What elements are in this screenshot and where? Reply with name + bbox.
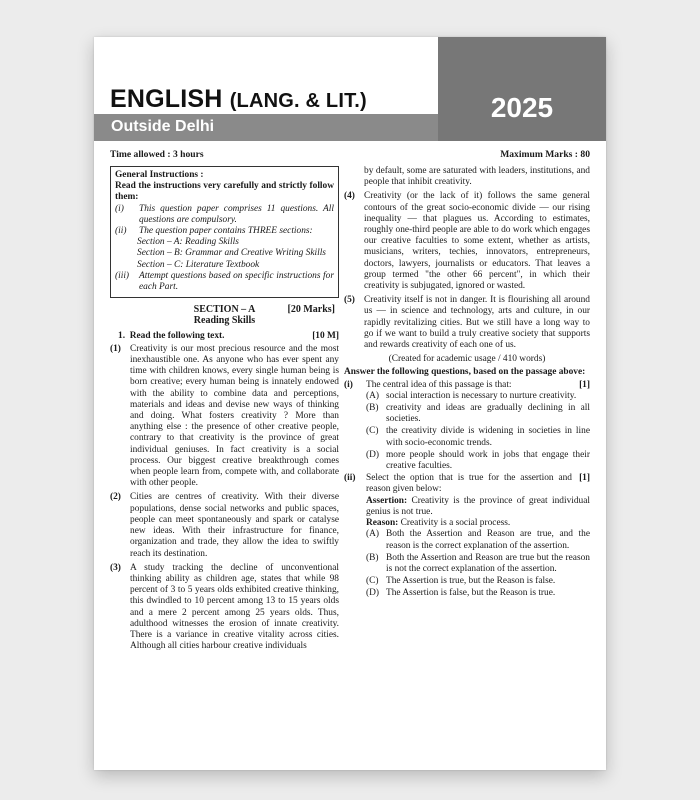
year-label: 2025 bbox=[490, 92, 554, 123]
question-marks: [1] bbox=[579, 473, 590, 484]
exam-meta bbox=[110, 149, 590, 160]
question-i: (i) The central idea of this passage is that: [1] bbox=[344, 379, 590, 390]
title-main: ENGLISH bbox=[110, 85, 223, 113]
reason: Reason: Creativity is a social process. bbox=[366, 518, 511, 529]
passage-paragraph: by default, some are saturated with leaders, institutions, and people that inhibit creativity. bbox=[364, 166, 590, 188]
answer-option: (A) social interaction is necessary to nurture creativity. bbox=[366, 390, 577, 401]
answer-option: (C) the creativity divide is widening in societies in line with socio-economic trends. bbox=[366, 426, 590, 448]
year-block bbox=[438, 37, 606, 141]
passage-paragraph: (4) Creativity (or the lack of it) follows the same general contours of the great socio-economic divide — our rising inequality — that plagues us. According to estimates, roughly one-third people are able to do work which engages our creative faculties to some extent, whether as artists, musicians, writers, techies, innovators, entrepreneurs, doctors, lawyers, journalists or educators. That leaves a group termed "the other 66 percent", in which their creativity is subjugated, ignored or wasted. bbox=[344, 191, 590, 292]
question-marks: [1] bbox=[579, 379, 590, 390]
page-subtitle: Outside Delhi bbox=[111, 118, 215, 135]
section-title: SECTION – A [20 Marks] bbox=[193, 304, 335, 316]
answer-option: (D) more people should work in jobs that engage their creative faculties. bbox=[366, 449, 590, 472]
left-column bbox=[110, 166, 339, 655]
answer-option: (D) The Assertion is false, but the Reason is true. bbox=[366, 588, 556, 599]
answer-option: (B) Both the Assertion and Reason are true but the reason is not the correct explanation of the assertion. bbox=[366, 552, 590, 574]
section-list-item: Section – A: Reading Skills bbox=[137, 237, 239, 248]
section-marks: [20 Marks] bbox=[287, 304, 335, 316]
instructions-intro: Read the instructions very carefully and strictly follow them: bbox=[115, 181, 334, 203]
instructions-heading: General Instructions : bbox=[115, 170, 204, 180]
instruction-item: (iii) Attempt questions based on specific instructions for each Part. bbox=[115, 270, 334, 293]
instruction-item: (ii) The question paper contains THREE sections: bbox=[115, 226, 313, 237]
question-1: 1. Read the following text. [10 M] bbox=[118, 330, 339, 341]
instruction-item: (i) This question paper comprises 11 questions. All questions are compulsory. bbox=[115, 203, 334, 225]
answer-option: (C) The Assertion is true, but the Reason is false. bbox=[366, 576, 556, 587]
passage-source: (Created for academic usage / 410 words) bbox=[388, 354, 546, 365]
section-list-item: Section – B: Grammar and Creative Writing Skills bbox=[137, 248, 326, 259]
section-subtitle: Reading Skills bbox=[193, 315, 256, 327]
instructions-box bbox=[110, 166, 339, 298]
assertion: Assertion: Creativity is the province of great individual genius is not true. bbox=[366, 495, 590, 517]
right-column bbox=[344, 166, 590, 601]
max-marks: Maximum Marks : 80 bbox=[500, 149, 590, 160]
question-marks: [10 M] bbox=[312, 330, 339, 341]
passage-paragraph: (2) Cities are centres of creativity. With their diverse populations, dense social networks and public spaces, people can meet spontaneously and spark or catalyse new ideas. With their infrastructure for finance, organization and trade, they allow the idea to swiftly reach its destination. bbox=[110, 492, 339, 559]
answer-option: (B) creativity and ideas are gradually declining in all societies. bbox=[366, 403, 590, 425]
time-allowed: Time allowed : 3 hours bbox=[110, 149, 204, 160]
page-title bbox=[110, 84, 367, 116]
passage-paragraph: (1) Creativity is our most precious resource and the most inexhaustible one. As anyone who has ever spent any time with children knows, every single human being is born creative; every human being is innately endowed with the ability to combine data and perceptions, materials and ideas and devise new ways of thinking and doing. What fosters creativity ? More than anything else : the presence of other creative people, contrary to that creativity is the province of great individual geniuses. In fact creativity is a social process. Our biggest creative breakthrough comes when people learn from, compete with, and collaborate with other people. bbox=[110, 343, 339, 489]
question-ii: (ii) Select the option that is true for the assertion and reason given below: [1] bbox=[344, 473, 590, 495]
passage-paragraph: (3) A study tracking the decline of unconventional thinking ability as children age, states that while 98 percent of 3 to 5 years olds exhibited creative thinking, this dwindled to 10 percent among 13 to 15 years olds and a mere 2 percent among 25 years olds. Thus, adulthood witnesses the erosion of innate creativity. There is a variance in creative vitality across cities. Although all cities harbour creative individuals bbox=[110, 562, 339, 652]
section-list-item: Section – C: Literature Textbook bbox=[137, 259, 260, 270]
questions-heading: Answer the following questions, based on the passage above: bbox=[344, 367, 586, 378]
book-page bbox=[94, 37, 606, 770]
title-lang: (LANG. & LIT.) bbox=[229, 90, 367, 112]
answer-option: (A) Both the Assertion and Reason are true, and the reason is the correct explanation of the assertion. bbox=[366, 529, 590, 551]
passage-paragraph: (5) Creativity itself is not in danger. It is flourishing all around us — in science and technology, arts and culture, in our rapidly revitalizing cities. But we still have a long way to go if we want to build a truly creative society that supports and rewards creativity of each one of us. bbox=[344, 295, 590, 351]
